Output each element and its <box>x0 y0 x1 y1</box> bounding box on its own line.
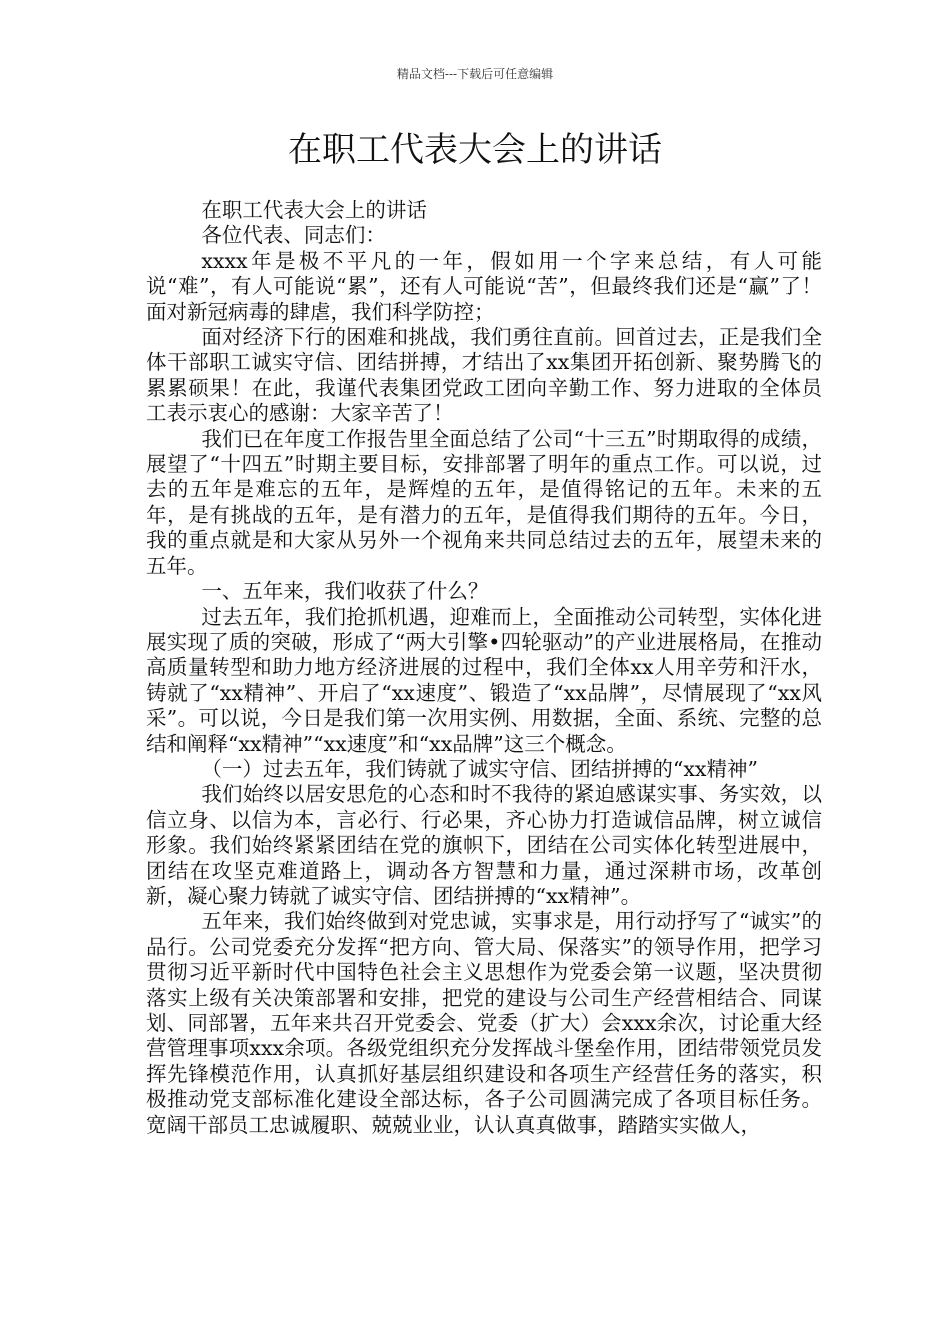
body-paragraph: 五年来，我们始终做到对党忠诚，实事求是，用行动抒写了“诚实”的品行。公司党委充分发挥“把方向、管大局、保落实”的领导作用，把学习贯彻习近平新时代中国特色社会主义思想作为党委会第一议题，坚决贯彻落实上级有关决策部署和安排，把党的建设与公司生产经营相结合、同谋划、同部署，五年来共召开党委会、党委（扩大）会xxx余次，讨论重大经营管理事项xxx余项。各级党组织充分发挥战斗堡垒作用，团结带领党员发挥先锋模范作用，认真抓好基层组织建设和各项生产经营任务的落实，积极推动党支部标准化建设全部达标，各子公司圆满完成了各项目标任务。宽阔干部员工忠诚履职、兢兢业业，认认真真做事，踏踏实实做人， <box>146 909 822 1137</box>
body-paragraph: 面对经济下行的困难和挑战，我们勇往直前。回首过去，正是我们全体干部职工诚实守信、团结拼搏，才结出了xx集团开拓创新、聚势腾飞的累累硕果！在此，我谨代表集团党政工团向辛勤工作、努力进取的全体员工表示衷心的感谢：大家辛苦了！ <box>146 325 822 426</box>
section-heading: 一、五年来，我们收获了什么？ <box>201 579 489 604</box>
body-paragraph-salutation: 各位代表、同志们： <box>201 223 386 248</box>
body-paragraph: 我们始终以居安思危的心态和时不我待的紧迫感谋实事、务实效，以信立身、以信为本，言必行、行必果，齐心协力打造诚信品牌，树立诚信形象。我们始终紧紧团结在党的旗帜下，团结在公司实体化转型进展中，团结在攻坚克难道路上，调动各方智慧和力量，通过深耕市场，改革创新，凝心聚力铸就了诚实守信、团结拼搏的“xx精神”。 <box>146 782 822 908</box>
document-body <box>146 198 822 1138</box>
body-paragraph: 过去五年，我们抢抓机遇，迎难而上，全面推动公司转型，实体化进展实现了质的突破，形成了“两大引擎•四轮驱动”的产业进展格局，在推动高质量转型和助力地方经济进展的过程中，我们全体xx人用辛劳和汗水，铸就了“xx精神”、开启了“xx速度”、锻造了“xx品牌”，尽情展现了“xx风采”。可以说，今日是我们第一次用实例、用数据，全面、系统、完整的总结和阐释“xx精神”“xx速度”和“xx品牌”这三个概念。 <box>146 604 822 756</box>
body-paragraph-subtitle: 在职工代表大会上的讲话 <box>201 198 427 222</box>
header-note: 精品文档---下载后可任意编辑 <box>396 67 554 81</box>
body-paragraph: 我们已在年度工作报告里全面总结了公司“十三五”时期取得的成绩，展望了“十四五”时期主要目标，安排部署了明年的重点工作。可以说，过去的五年是难忘的五年，是辉煌的五年，是值得铭记的五年。未来的五年，是有挑战的五年，是有潜力的五年，是值得我们期待的五年。今日，我的重点就是和大家从另外一个视角来共同总结过去的五年，展望未来的五年。 <box>146 426 822 578</box>
subsection-heading: （一）过去五年，我们铸就了诚实守信、团结拼搏的“xx精神” <box>201 756 758 781</box>
document-title: 在职工代表大会上的讲话 <box>288 130 662 170</box>
body-paragraph: xxxx年是极不平凡的一年，假如用一个字来总结，有人可能说“难”，有人可能说“累”，还有人可能说“苦”，但最终我们还是“赢”了！面对新冠病毒的肆虐，我们科学防控； <box>146 248 822 324</box>
